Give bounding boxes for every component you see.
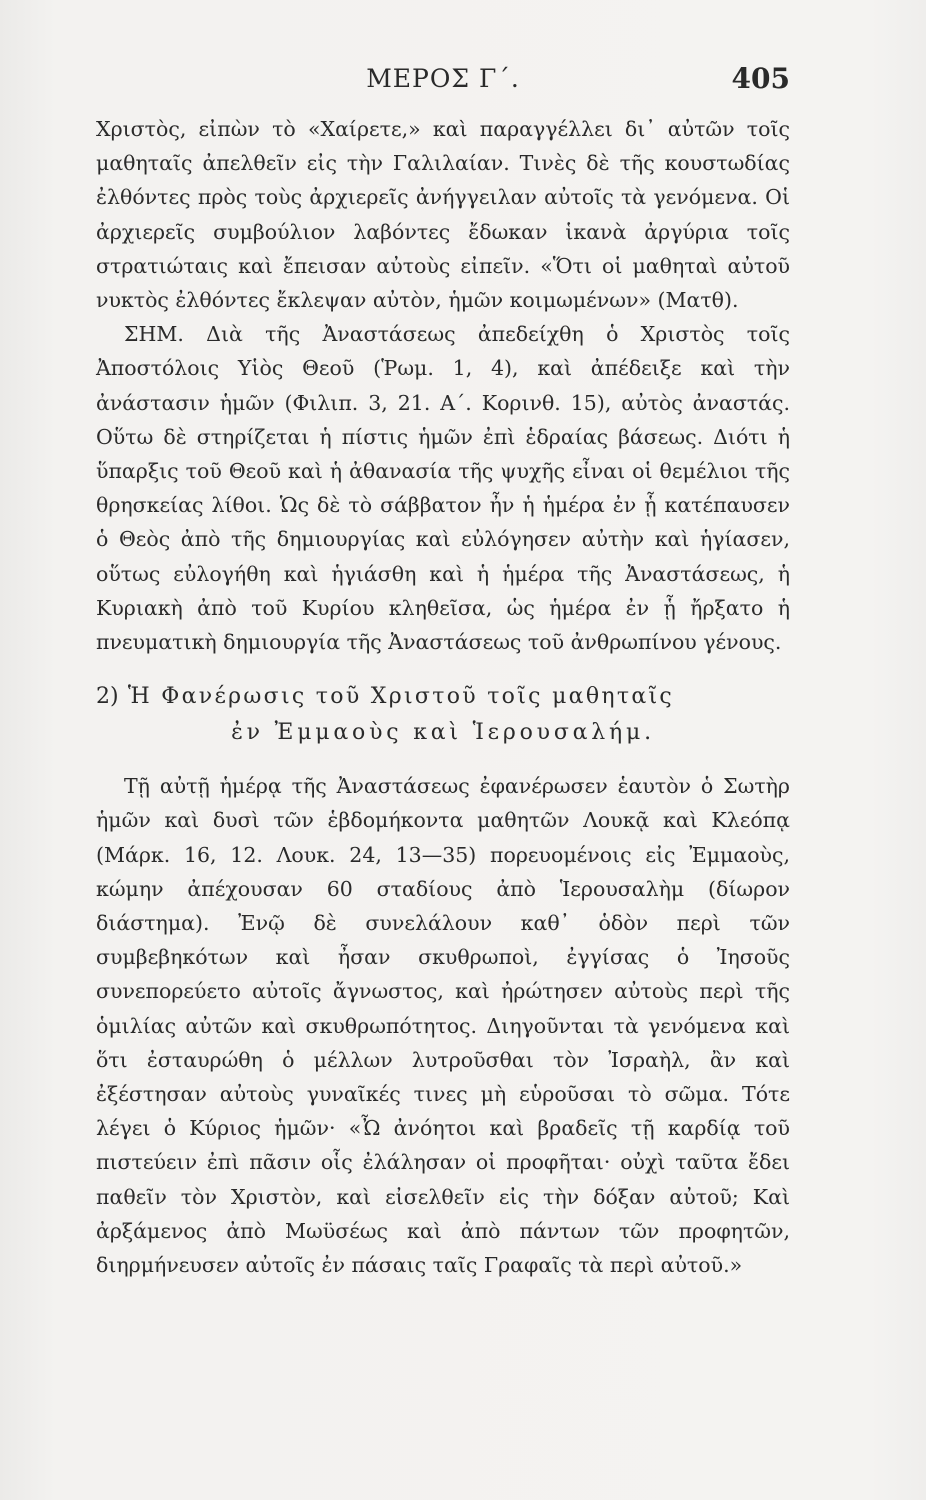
- section-number: 2): [96, 684, 119, 710]
- page-number: 405: [731, 62, 790, 95]
- section-paragraph: Τῇ αὐτῇ ἡμέρᾳ τῆς Ἀναστάσεως ἐφανέρωσεν ἑαυτὸν ὁ Σωτὴρ ἡμῶν καὶ δυσὶ τῶν ἑβδομήκοντα μαθητῶν Λουκᾷ καὶ Κλεόπᾳ (Μάρκ. 16, 12. Λουκ. 24, 13—35) πορευομένοις εἰς Ἐμμαοὺς, κώμην ἀπέχουσαν 60 σταδίους ἀπὸ Ἱερουσαλὴμ (δίωρον διάστημα). Ἐνῷ δὲ συνελάλουν καθ᾽ ὁδὸν περὶ τῶν συμβεβηκότων καὶ ἦσαν σκυθρωποὶ, ἐγγίσας ὁ Ἰησοῦς συνεπορεύετο αὐτοῖς ἄγνωστος, καὶ ἠρώτησεν αὐτοὺς περὶ τῆς ὁμιλίας αὐτῶν καὶ σκυθρωπότητος. Διηγοῦνται τὰ γενόμενα καὶ ὅτι ἐσταυρώθη ὁ μέλλων λυτροῦσθαι τὸν Ἰσραὴλ, ἂν καὶ ἐξέστησαν αὐτοὺς γυναῖκές τινες μὴ εὑροῦσαι τὸ σῶμα. Τότε λέγει ὁ Κύριος ἡμῶν· «Ὦ ἀνόητοι καὶ βραδεῖς τῇ καρδίᾳ τοῦ πιστεύειν ἐπὶ πᾶσιν οἷς ἐλάλησαν οἱ προφῆται· οὐχὶ ταῦτα ἔδει παθεῖν τὸν Χριστὸν, καὶ εἰσελθεῖν εἰς τὴν δόξαν αὐτοῦ; Καὶ ἀρξάμενος ἀπὸ Μωϋσέως καὶ ἀπὸ πάντων τῶν προφητῶν, διηρμήνευσεν αὐτοῖς ἐν πάσαις ταῖς Γραφαῖς τὰ περὶ αὐτοῦ.»: [96, 774, 790, 1278]
- section-title-text: Ἡ Φανέρωσις τοῦ Χριστοῦ τοῖς μαθηταῖς: [127, 684, 675, 710]
- running-title: ΜΕΡΟΣ Γ΄.: [366, 64, 520, 93]
- note-paragraph: ΣΗΜ. Διὰ τῆς Ἀναστάσεως ἀπεδείχθη ὁ Χριστὸς τοῖς Ἀποστόλοις Υἱὸς Θεοῦ (Ῥωμ. 1, 4), καὶ ἀπέδειξε καὶ τὴν ἀνάστασιν ἡμῶν (Φιλιπ. 3, 21. Α΄. Κορινθ. 15), αὐτὸς ἀναστάς. Οὕτω δὲ στηρίζεται ἡ πίστις ἡμῶν ἐπὶ ἑδραίας βάσεως. Διότι ἡ ὕπαρξις τοῦ Θεοῦ καὶ ἡ ἀθανασία τῆς ψυχῆς εἶναι οἱ θεμέλιοι τῆς θρησκείας λίθοι. Ὡς δὲ τὸ σάββατον ἦν ἡ ἡμέρα ἐν ᾗ κατέπαυσεν ὁ Θεὸς ἀπὸ τῆς δημιουργίας καὶ εὐλόγησεν αὐτὴν καὶ ἡγίασεν, οὕτως εὐλογήθη καὶ ἡγιάσθη καὶ ἡ ἡμέρα τῆς Ἀναστάσεως, ἡ Κυριακὴ ἀπὸ τοῦ Κυρίου κληθεῖσα, ὡς ἡμέρα ἐν ᾗ ἤρξατο ἡ πνευματικὴ δημιουργία τῆς Ἀναστάσεως τοῦ ἀνθρωπίνου γένους.: [96, 322, 790, 655]
- section-heading: [96, 679, 790, 751]
- section-title-line-1: [96, 679, 790, 715]
- page-body: [96, 112, 790, 1282]
- section-title-line-2: ἐν Ἐμμαοὺς καὶ Ἱερουσαλήμ.: [231, 720, 655, 746]
- paragraph-continued: Χριστὸς, εἰπὼν τὸ «Χαίρετε,» καὶ παραγγέλλει δι᾽ αὐτῶν τοῖς μαθηταῖς ἀπελθεῖν εἰς τὴν Γαλιλαίαν. Τινὲς δὲ τῆς κουστωδίας ἐλθόντες πρὸς τοὺς ἀρχιερεῖς ἀνήγγειλαν αὐτοῖς τὰ γενόμενα. Οἱ ἀρχιερεῖς συμβούλιον λαβόντες ἔδωκαν ἱκανὰ ἀργύρια τοῖς στρατιώταις καὶ ἔπεισαν αὐτοὺς εἰπεῖν. «Ὅτι οἱ μαθηταὶ αὐτοῦ νυκτὸς ἐλθόντες ἔκλεψαν αὐτὸν, ἡμῶν κοιμωμένων» (Ματθ).: [96, 117, 790, 313]
- page-header: [96, 60, 790, 100]
